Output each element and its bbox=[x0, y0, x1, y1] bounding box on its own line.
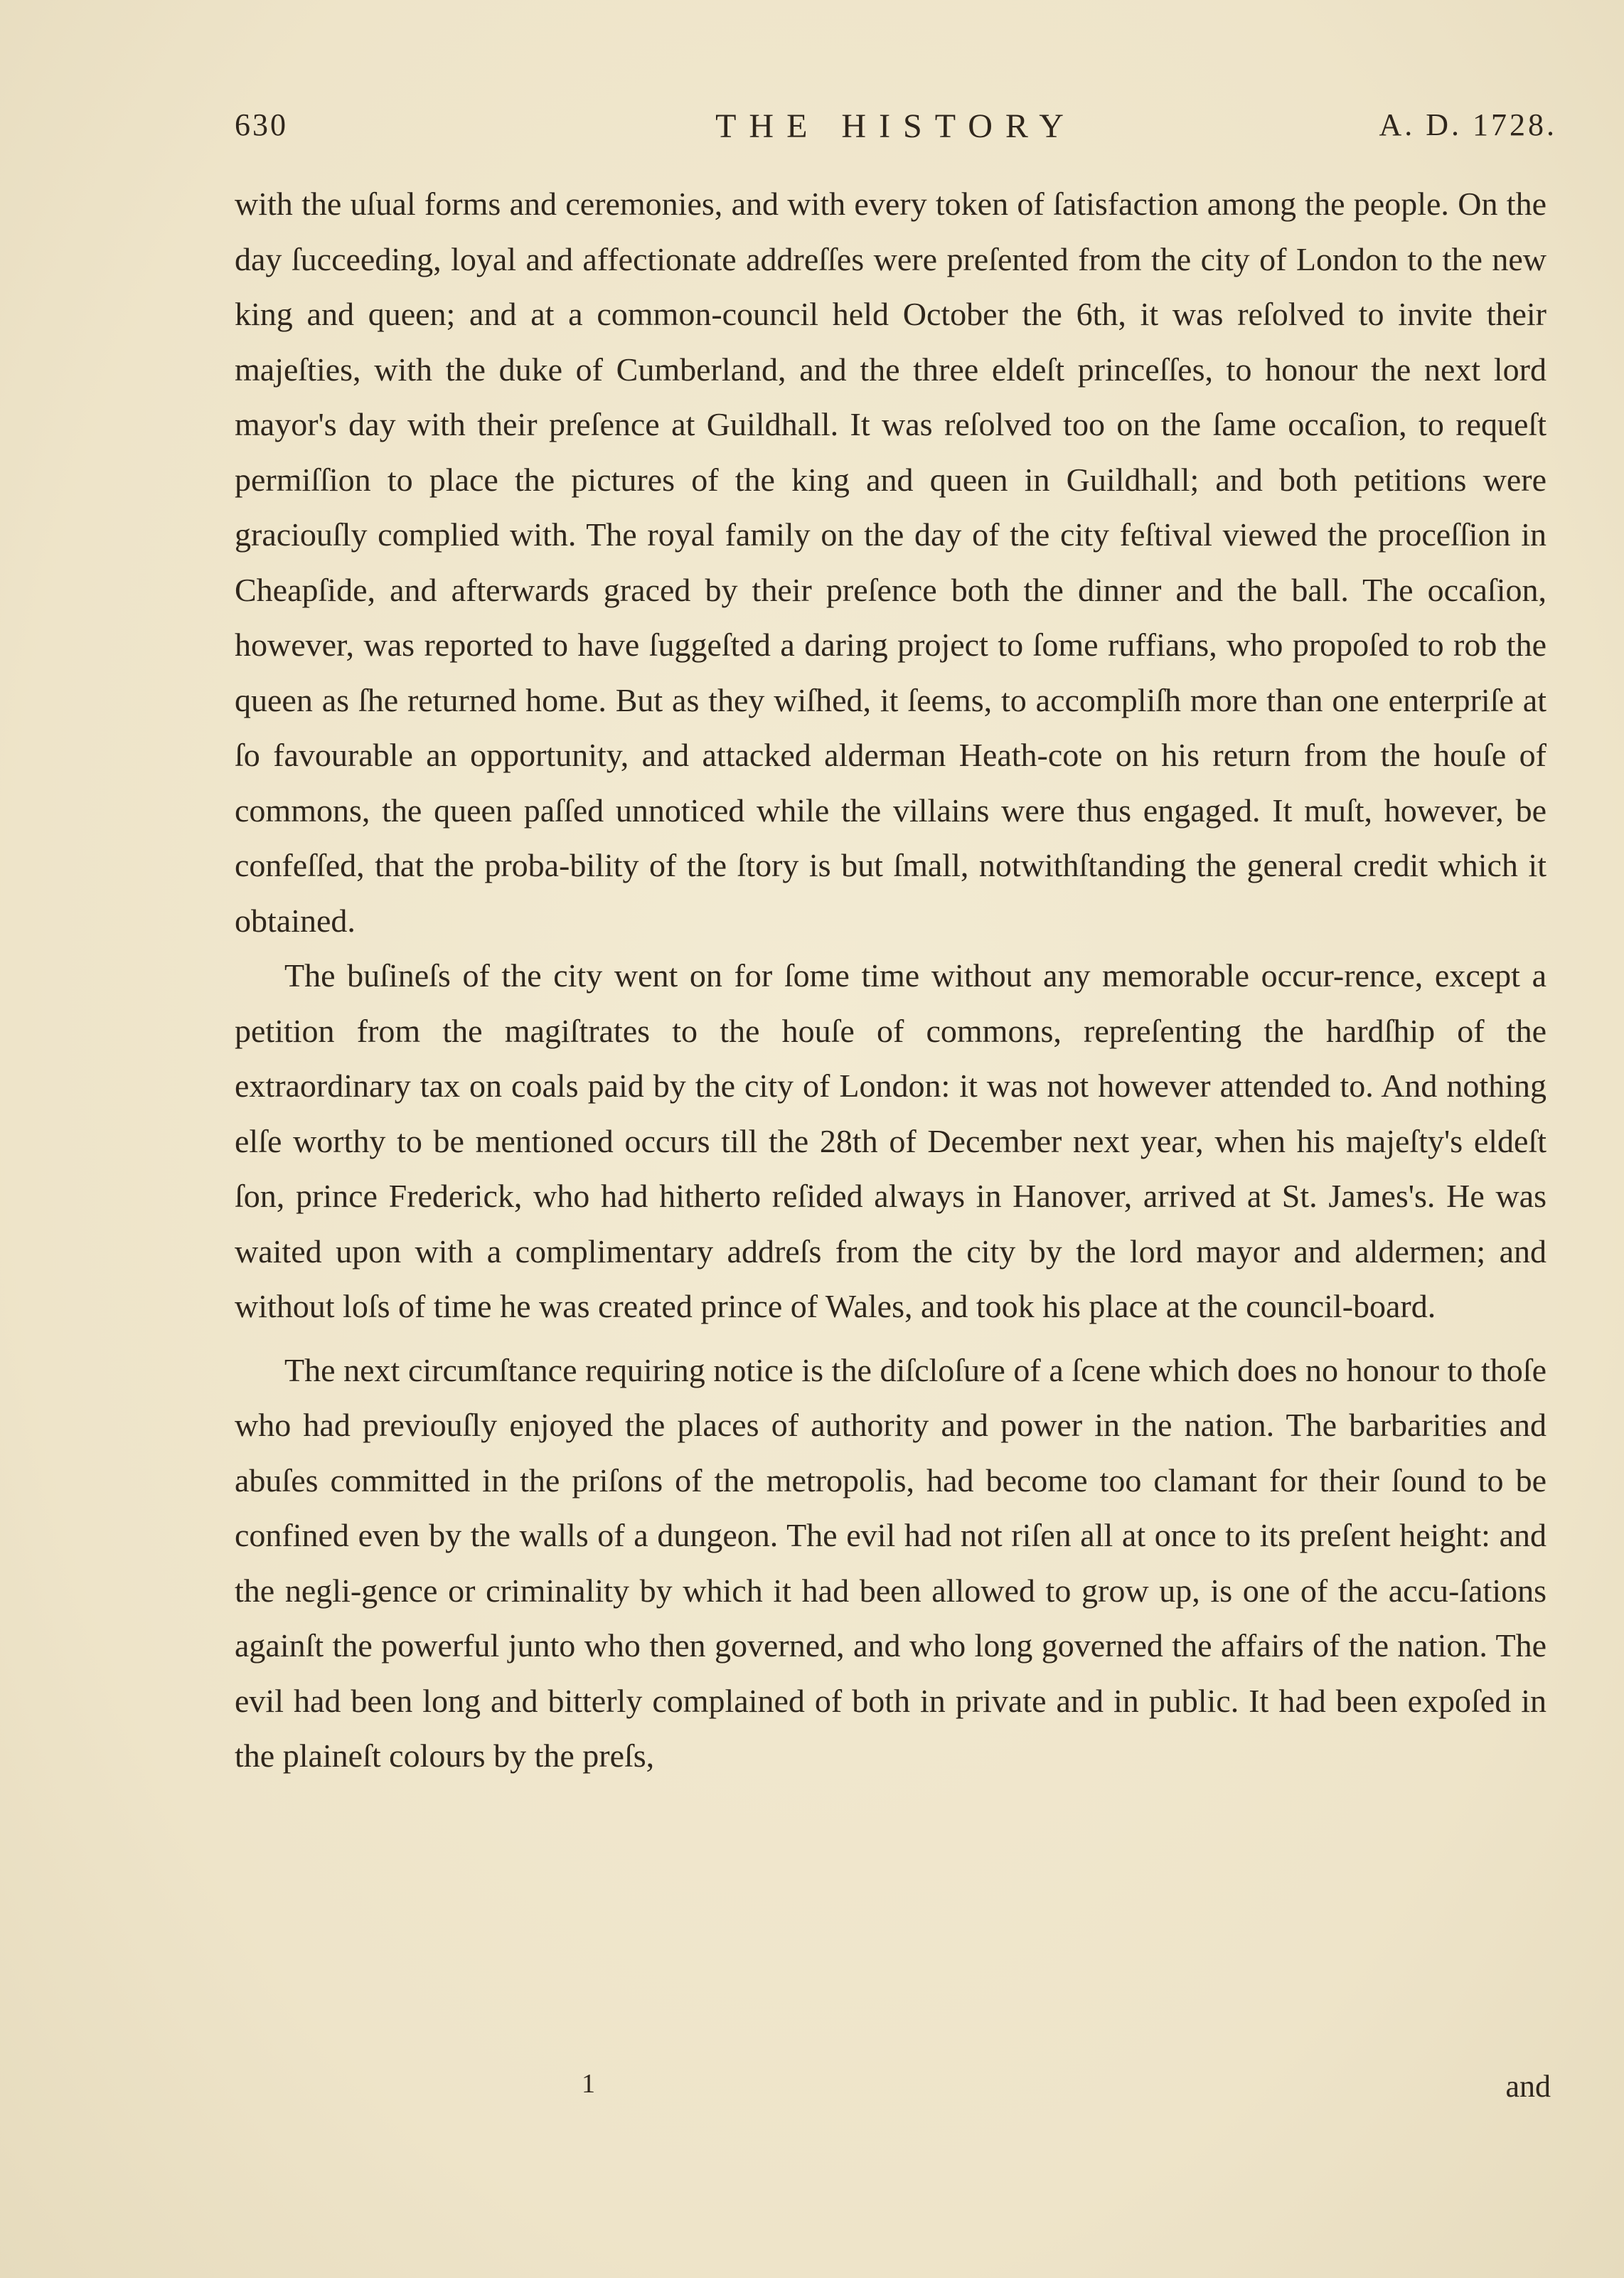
header-date: A. D. 1728. bbox=[1379, 107, 1557, 142]
running-title: THE HISTORY bbox=[715, 107, 1077, 145]
catchword: and bbox=[1505, 2069, 1551, 2104]
body-text bbox=[235, 176, 1546, 1784]
paragraph-1: with the uſual forms and ceremonies, and with every token of ſatisfaction among the people. On the day ſucceeding, loyal and affectionate addreſſes were preſented from the city of London to the new king and queen; and at a common-council held October the 6th, it was reſolved to invite their majeſties, with the duke of Cumberland, and the three eldeſt princeſſes, to honour the next lord mayor's day with their preſence at Guildhall. It was reſolved too on the ſame occaſion, to requeſt permiſſion to place the pictures of the king and queen in Guildhall; and both petitions were graciouſly complied with. The royal family on the day of the city feſtival viewed the proceſſion in Cheapſide, and afterwards graced by their preſence both the dinner and the ball. The occaſion, however, was reported to have ſuggeſted a daring project to ſome ruffians, who propoſed to rob the queen as ſhe returned home. But as they wiſhed, it ſeems, to accompliſh more than one enterpriſe at ſo favourable an opportunity, and attacked alderman Heath-cote on his return from the houſe of commons, the queen paſſed unnoticed while the villains were thus engaged. It muſt, however, be confeſſed, that the proba-bility of the ſtory is but ſmall, notwithſtanding the general credit which it obtained. bbox=[235, 186, 1546, 939]
paragraph-2: The buſineſs of the city went on for ſome time without any memorable occur-rence, except a petition from the magiſtrates to the houſe of commons, repreſenting the hardſhip of the extraordinary tax on coals paid by the city of London: it was not however attended to. And nothing elſe worthy to be mentioned occurs till the 28th of December next year, when his majeſty's eldeſt ſon, prince Frederick, who had hitherto reſided always in Hanover, arrived at St. James's. He was waited upon with a complimentary addreſs from the city by the lord mayor and aldermen; and without loſs of time he was created prince of Wales, and took his place at the council-board. bbox=[235, 957, 1546, 1324]
running-header bbox=[235, 107, 1557, 156]
signature-mark: 1 bbox=[582, 2069, 595, 2099]
paragraph-3: The next circumſtance requiring notice is the diſcloſure of a ſcene which does no honour to thoſe who had previouſly enjoyed the places of authority and power in the nation. The barbarities and abuſes committed in the priſons of the metropolis, had become too clamant for their ſound to be confined even by the walls of a dungeon. The evil had not riſen all at once to its preſent height: and the negli-gence or criminality by which it had been allowed to grow up, is one of the accu-ſations againſt the powerful junto who then governed, and who long governed the affairs of the nation. The evil had been long and bitterly complained of both in private and in public. It had been expoſed in the plaineſt colours by the preſs, bbox=[235, 1351, 1546, 1774]
page-number: 630 bbox=[235, 107, 288, 142]
